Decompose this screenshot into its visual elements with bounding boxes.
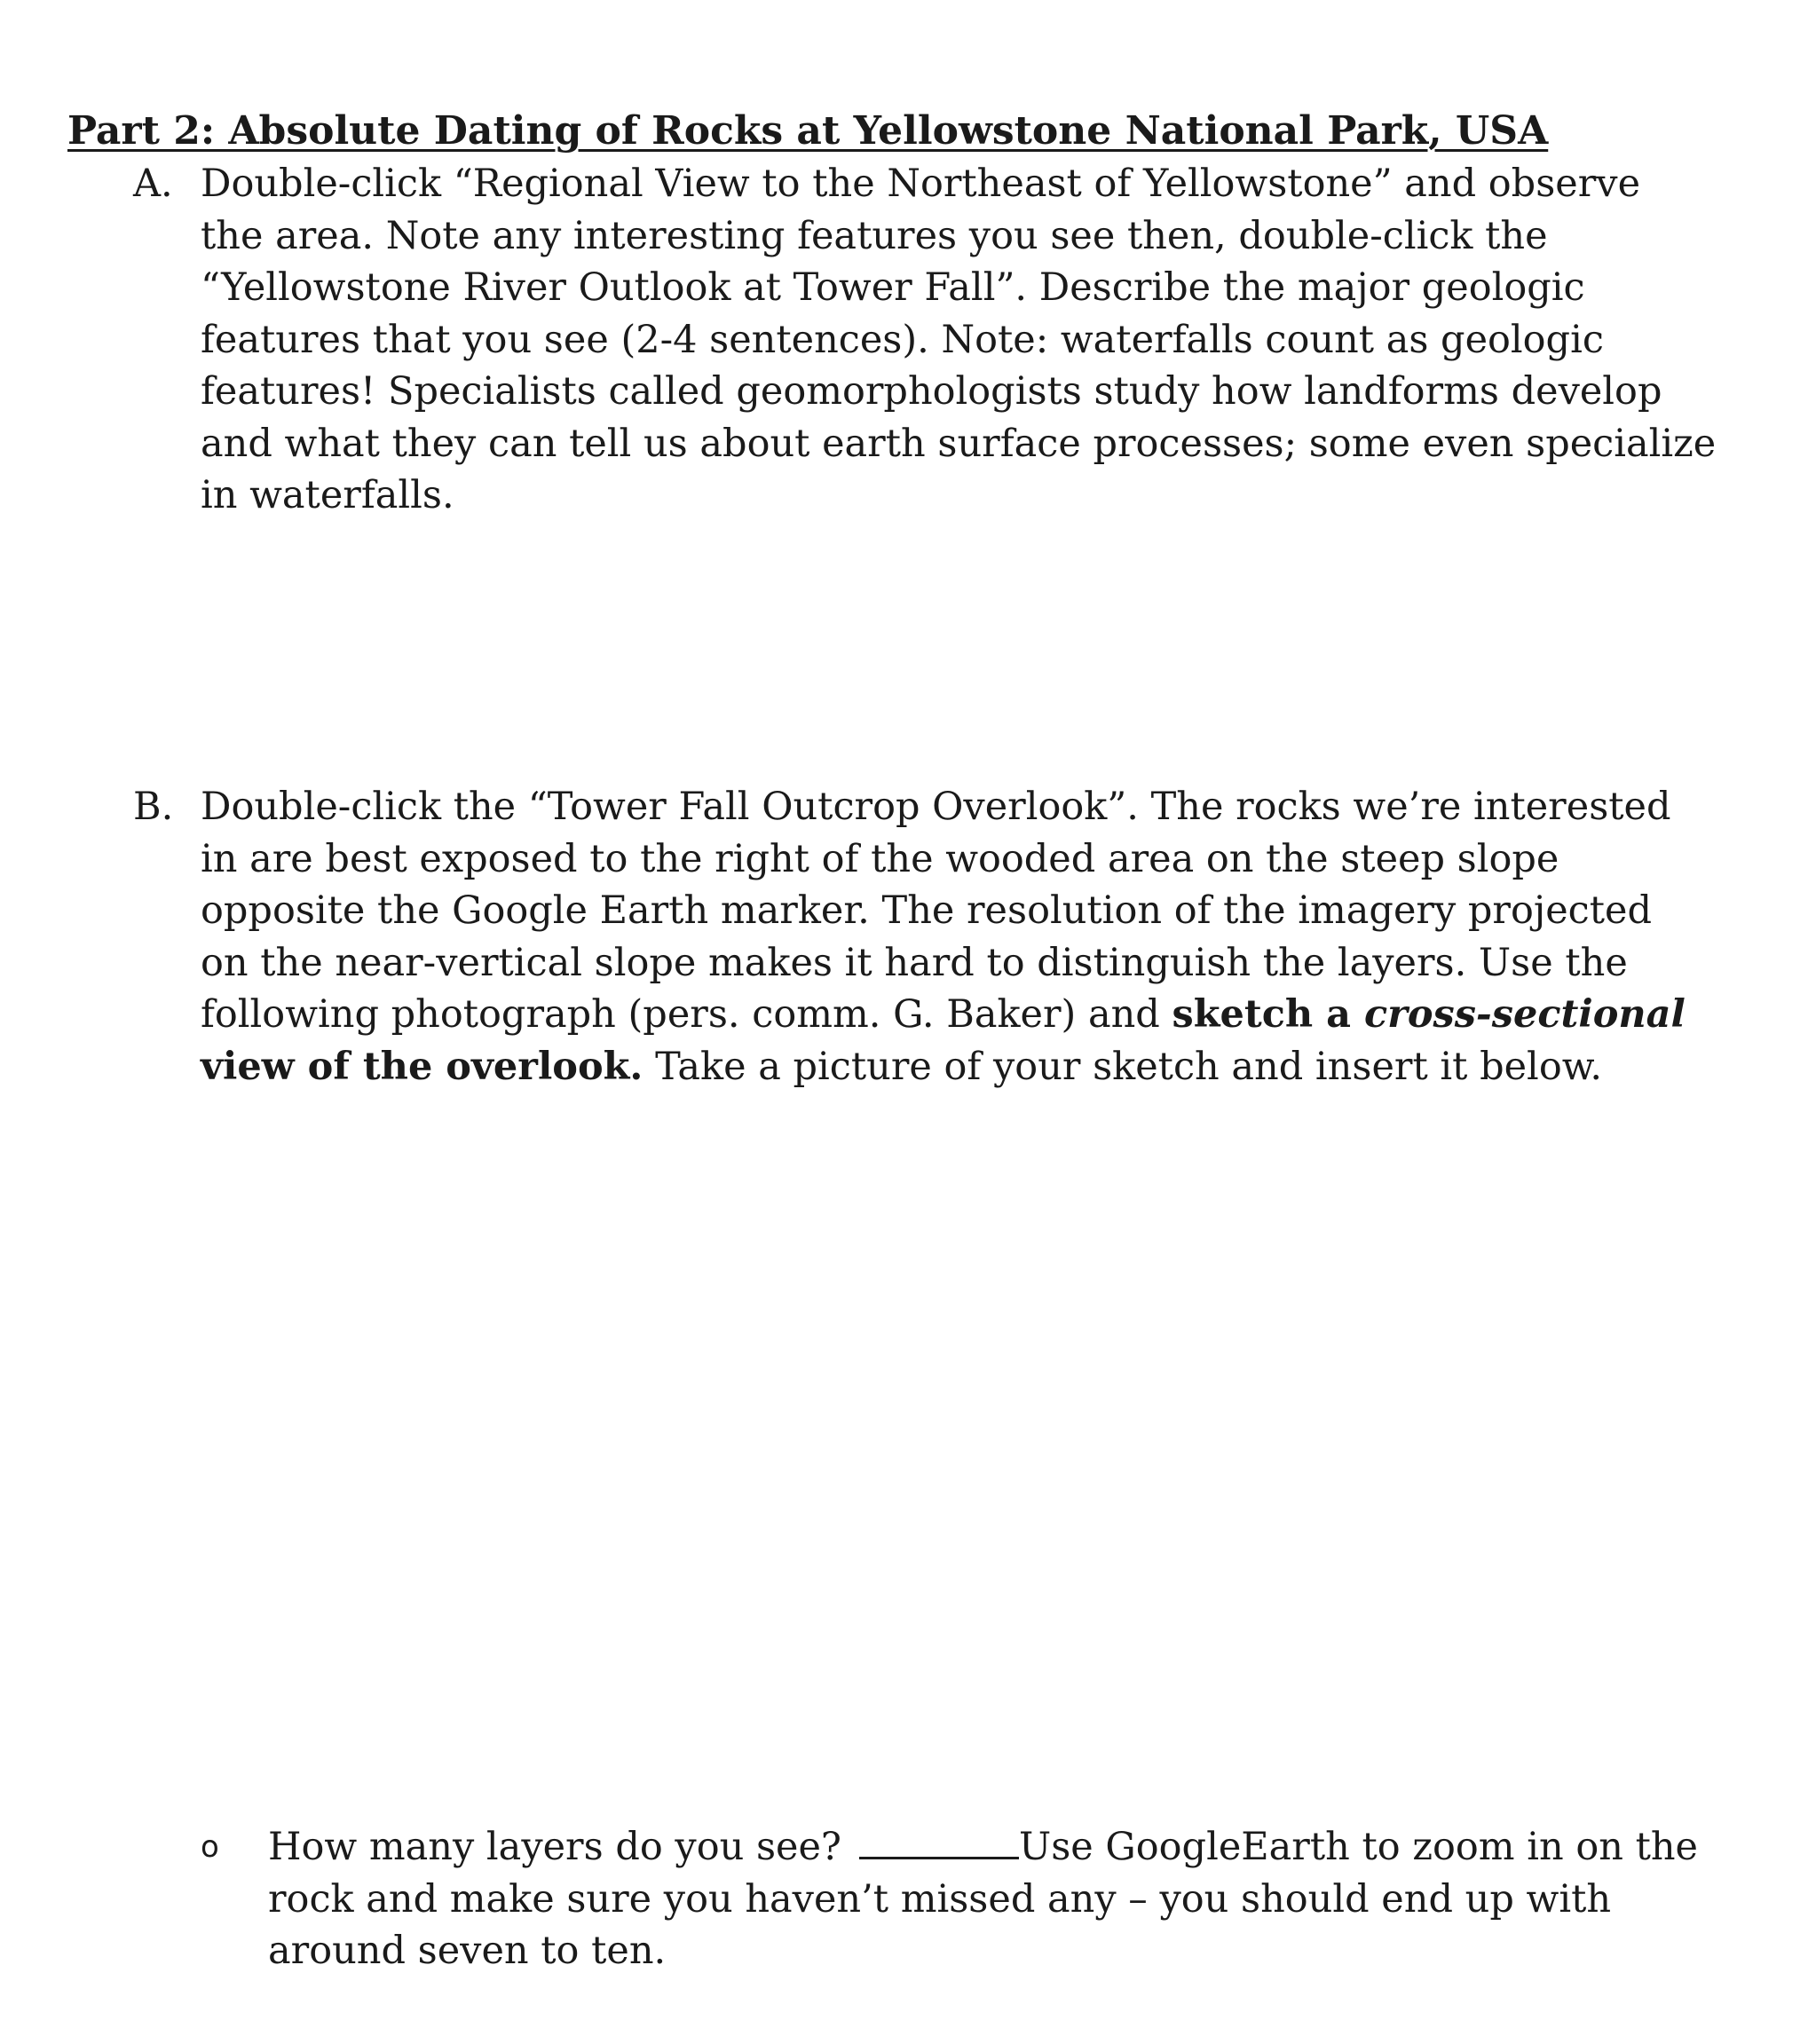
question-b-marker: B. [133,785,174,829]
question-b-plain-text: following photograph (pers. comm. G. Baker) and [201,992,1172,1037]
layers-question-line: rock and make sure you haven’t missed any – you should end up with [268,1876,1612,1922]
layers-question-instruction: Use GoogleEarth to zoom in on the [1019,1825,1698,1869]
layers-question-text [268,1821,1777,1977]
layers-question-prompt: How many layers do you see? [268,1825,841,1869]
question-b-plain-text: Take a picture of your sketch and insert it below. [643,1044,1603,1089]
question-a-line: and what they can tell us about earth surface processes; some even specialize [201,421,1717,466]
question-a-line: Double-click “Regional View to the Northeast of Yellowstone” and observe [201,162,1641,206]
hollow-bullet-icon: o [201,1829,219,1865]
answer-blank[interactable] [859,1823,1019,1859]
question-b-line: opposite the Google Earth marker. The resolution of the imagery projected [201,888,1652,933]
question-a-line: the area. Note any interesting features you see then, double-click the [201,213,1548,258]
question-a-line: features! Specialists called geomorphologists study how landforms develop [201,369,1662,414]
question-a-line: “Yellowstone River Outlook at Tower Fall”. Describe the major geologic [201,265,1585,310]
question-a-line: in waterfalls. [201,473,454,517]
question-b-line: in are best exposed to the right of the wooded area on the steep slope [201,836,1559,881]
question-b-bold-text: sketch a [1172,992,1364,1037]
question-b-line-6 [201,1041,1808,1093]
layers-question-line: around seven to ten. [268,1929,667,1973]
question-b-line-5 [201,989,1808,1041]
question-b-line: Double-click the “Tower Fall Outcrop Overlook”. The rocks we’re interested [201,785,1671,829]
question-a-line: features that you see (2-4 sentences). Note: waterfalls count as geologic [201,317,1604,362]
question-a-marker: A. [133,162,173,206]
question-b-bold-italic-text: cross-sectional [1364,992,1686,1037]
question-b-line: on the near-vertical slope makes it hard to distinguish the layers. Use the [201,940,1628,985]
layers-question-line-1 [268,1821,1777,1874]
question-a-text [201,158,1808,522]
section-title: Part 2: Absolute Dating of Rocks at Yellowstone National Park, USA [67,108,1549,154]
question-b-bold-text: view of the overlook. [201,1044,643,1089]
question-b-text [201,781,1808,1093]
